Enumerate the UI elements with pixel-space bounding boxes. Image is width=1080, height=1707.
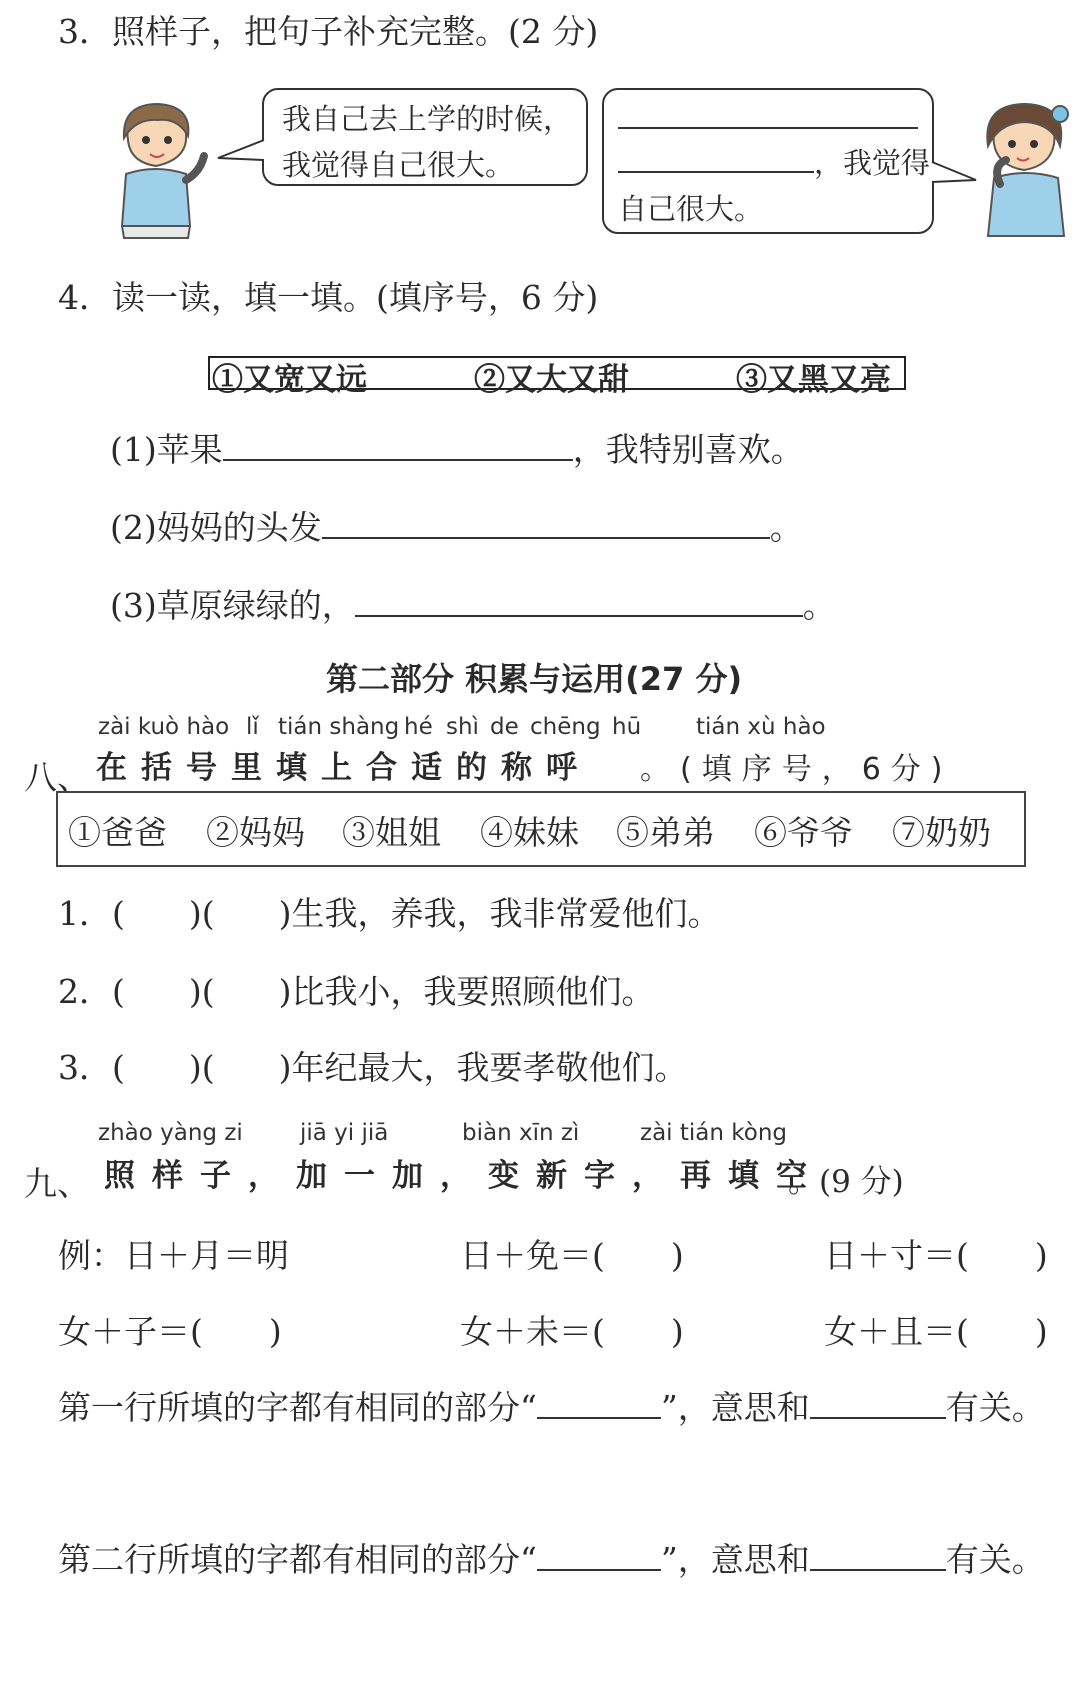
s8-option-6: ⑥爷爷 (754, 813, 853, 852)
s9-number: 九、 (24, 1164, 90, 1203)
girl-speech-line2: ，我觉得 (814, 146, 931, 180)
s8-item-2: 2．( )( )比我小，我要照顾他们。 (58, 972, 655, 1011)
s8-pinyin-7: chēng (530, 714, 601, 740)
boy-speech-bubble (262, 88, 588, 186)
q4-blank-1[interactable] (223, 429, 573, 461)
s8-option-3: ③姐姐 (342, 813, 441, 852)
s8-option-7: ⑦奶奶 (892, 813, 991, 852)
s8-number: 八、 (24, 758, 90, 797)
s9-pinyin-1: zhào yàng zi (98, 1120, 243, 1146)
q4-blank-2[interactable] (322, 507, 770, 539)
s8-item-1: 1．( )( )生我，养我，我非常爱他们。 (58, 894, 721, 933)
girl-speech-bubble (602, 88, 934, 234)
s9-row2-col3[interactable]: 女＋且＝( ) (824, 1312, 1048, 1351)
s8-pinyin-6: de (490, 714, 519, 740)
girl-blank-2[interactable] (618, 141, 814, 173)
s9-line-1: 第一行所填的字都有相同的部分“ ”，意思和 有关。 (58, 1388, 1045, 1427)
s8-options-box (56, 791, 1026, 867)
s8-pinyin-9: tián xù hào (696, 714, 826, 740)
s9-heading-suffix: 。(9 分) (788, 1164, 904, 1200)
s9-pinyin-3: biàn xīn zì (462, 1120, 580, 1146)
s9-row1-col2[interactable]: 日＋免＝( ) (460, 1236, 684, 1275)
q4-options-box (208, 356, 906, 398)
s8-option-2: ②妈妈 (206, 813, 305, 852)
q3-title: 3．照样子，把句子补充完整。(2 分) (58, 12, 599, 51)
s9-line1-blank-a[interactable] (537, 1387, 661, 1419)
s8-option-1: ①爸爸 (68, 813, 167, 852)
q4-title: 4．读一读，填一填。(填序号，6 分) (58, 278, 599, 317)
s8-pinyin-1: zài kuò hào (98, 714, 230, 740)
s9-line1-blank-b[interactable] (810, 1387, 946, 1419)
part2-title: 第二部分 积累与运用(27 分) (326, 660, 743, 698)
girl-blank-1[interactable] (618, 97, 918, 129)
q4-item-2: (2)妈妈的头发 。 (110, 508, 803, 547)
s8-option-5: ⑤弟弟 (616, 813, 715, 852)
s9-row1-col3[interactable]: 日＋寸＝( ) (824, 1236, 1048, 1275)
s8-pinyin-2: lǐ (246, 714, 259, 740)
q4-option-3: ③又黑又亮 (736, 362, 891, 398)
s9-pinyin-4: zài tián kòng (640, 1120, 788, 1146)
s8-pinyin-5: shì (446, 714, 479, 740)
s9-row2-col2[interactable]: 女＋未＝( ) (460, 1312, 684, 1351)
s8-heading-suffix: 。(填序号，6分) (640, 752, 953, 787)
s8-pinyin-4: hé (404, 714, 433, 740)
s8-pinyin-3: tián shàng (278, 714, 400, 740)
boy-bubble-tail (216, 138, 266, 168)
q4-item-1: (1)苹果 ，我特别喜欢。 (110, 430, 804, 469)
q4-option-1: ①又宽又远 (212, 362, 367, 398)
girl-illustration (972, 100, 1080, 240)
girl-speech-line3: 自己很大。 (618, 192, 764, 226)
s9-row1-col1: 例：日＋月＝明 (58, 1236, 289, 1275)
q4-item-3: (3)草原绿绿的， 。 (110, 586, 836, 625)
q4-option-2: ②又大又甜 (474, 362, 629, 398)
s9-pinyin-2: jiā yi jiā (300, 1120, 389, 1146)
s8-pinyin-8: hū (612, 714, 642, 740)
s8-item-3: 3．( )( )年纪最大，我要孝敬他们。 (58, 1048, 688, 1087)
boy-speech-line2: 我觉得自己很大。 (282, 148, 515, 182)
s9-line-2: 第二行所填的字都有相同的部分“ ”，意思和 有关。 (58, 1540, 1045, 1579)
boy-illustration (108, 100, 218, 240)
s9-row2-col1[interactable]: 女＋子＝( ) (58, 1312, 282, 1351)
s8-option-4: ④妹妹 (480, 813, 579, 852)
boy-speech-line1: 我自己去上学的时候， (282, 102, 573, 136)
q4-blank-3[interactable] (355, 585, 803, 617)
s9-line2-blank-a[interactable] (537, 1539, 661, 1571)
s9-line2-blank-b[interactable] (810, 1539, 946, 1571)
s8-heading: 在括号里填上合适的称呼 (96, 750, 591, 786)
s9-heading: 照样子，加一加，变新字，再填空 (104, 1158, 824, 1194)
